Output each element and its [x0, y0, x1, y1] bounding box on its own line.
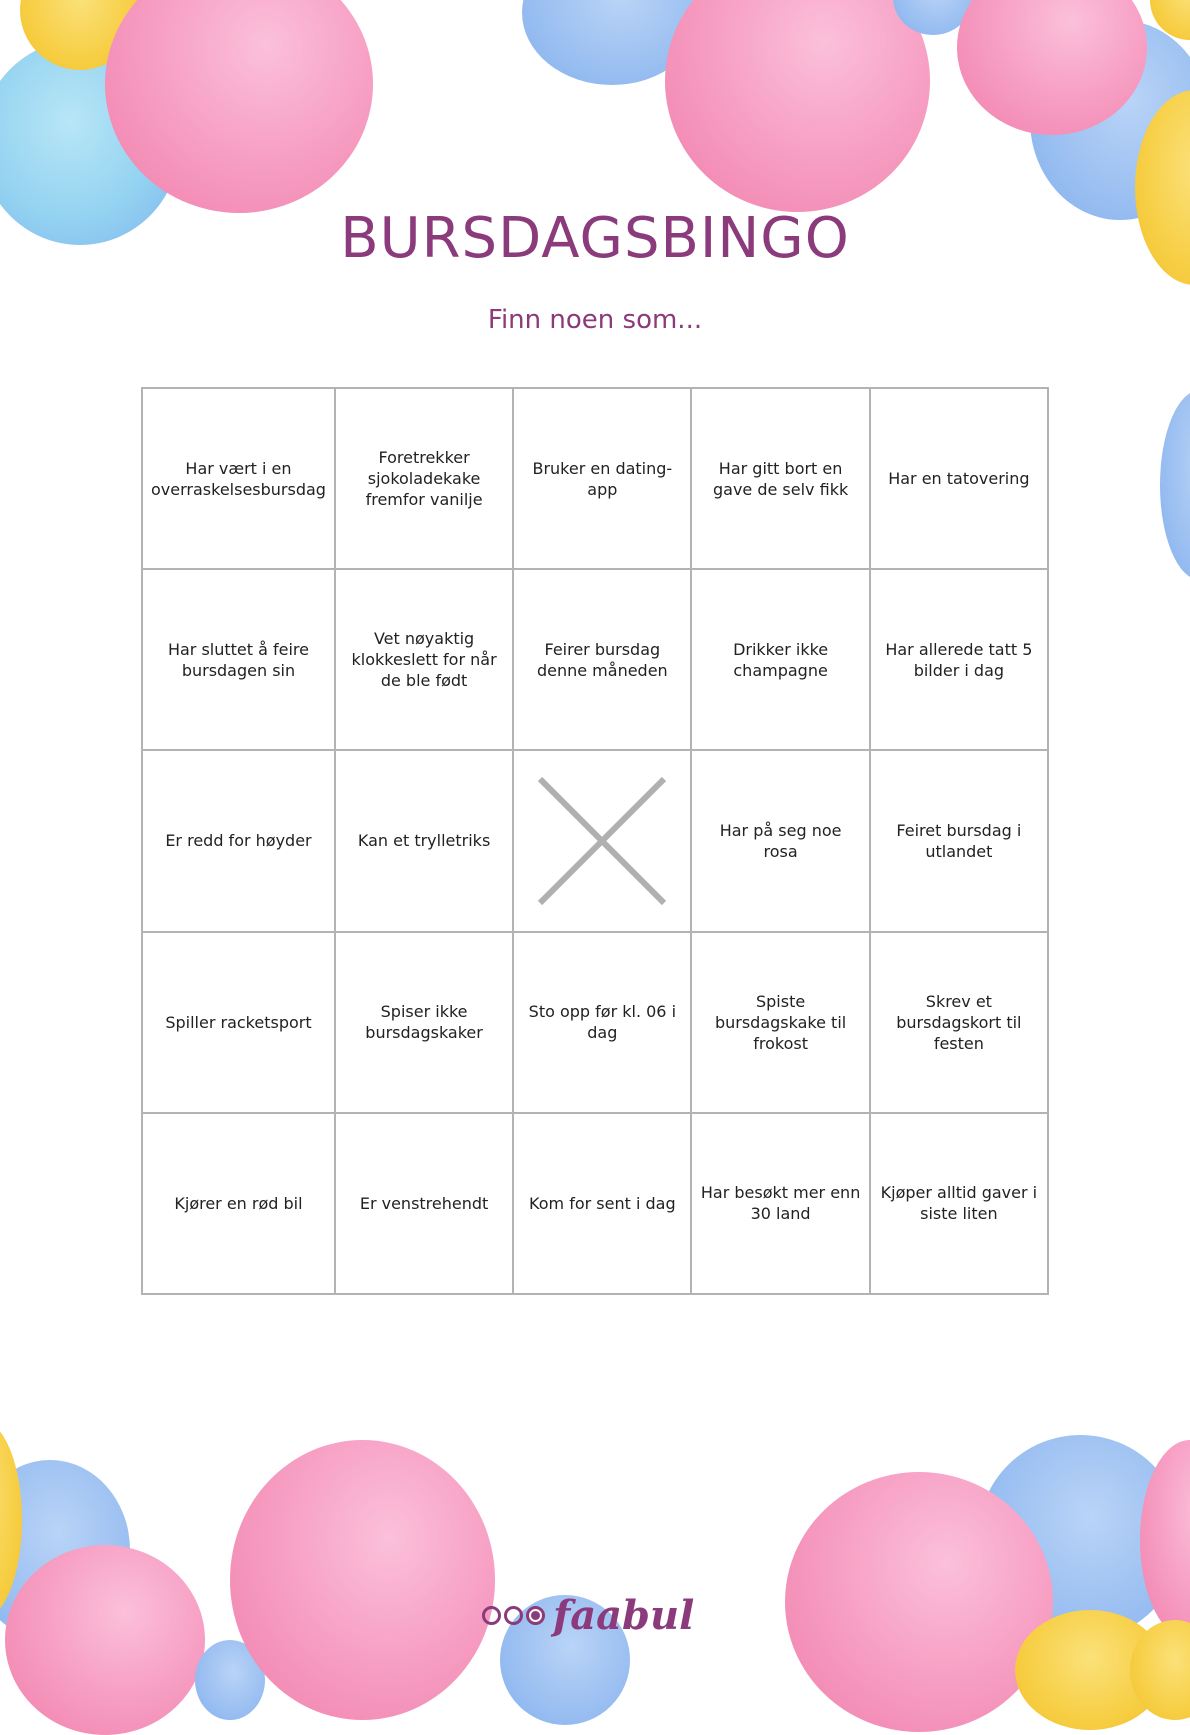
bingo-cell: [142, 1113, 335, 1294]
bingo-cell-label: Feiret bursdag i utlandet: [896, 820, 1022, 861]
bingo-cell-label: Er redd for høyder: [165, 831, 312, 851]
bingo-cell: [335, 388, 513, 569]
bingo-cell: [691, 569, 869, 750]
bingo-cell: [691, 932, 869, 1113]
bingo-cell: [335, 750, 513, 931]
bingo-cell-label: Sto opp før kl. 06 i dag: [528, 1002, 677, 1043]
bingo-cell-label: Har på seg noe rosa: [719, 820, 842, 861]
balloon-decoration: [785, 1472, 1053, 1732]
bingo-cell: [142, 388, 335, 569]
bingo-cell-label: Spiser ikke bursdagskaker: [365, 1002, 483, 1043]
bingo-cell-label: Er venstrehendt: [359, 1193, 489, 1213]
bingo-cell: [691, 750, 869, 931]
bingo-cell: [691, 1113, 869, 1294]
bingo-cell-label: Feirer bursdag denne måneden: [536, 639, 668, 680]
bingo-cell: [335, 932, 513, 1113]
bingo-cell-label: Spiste bursdagskake til frokost: [714, 991, 847, 1053]
bingo-cell-label: Kan et trylletriks: [357, 831, 491, 851]
cross-icon: [532, 771, 672, 911]
bingo-cell-label: Bruker en dating-app: [532, 458, 673, 499]
bingo-cell: [870, 569, 1048, 750]
page-title: BURSDAGSBINGO: [340, 206, 850, 271]
bingo-cell: [870, 932, 1048, 1113]
bingo-cell: [691, 388, 869, 569]
bingo-cell: [870, 388, 1048, 569]
bingo-cell: [513, 932, 691, 1113]
bingo-cell-label: Har gitt bort en gave de selv fikk: [712, 458, 849, 499]
balloon-decoration: [1160, 390, 1190, 580]
logo-rings-icon: [482, 1606, 545, 1625]
bingo-board: [141, 387, 1049, 1295]
bingo-cell: [142, 750, 335, 931]
bingo-free-cell: [513, 750, 691, 931]
bingo-cell: [335, 1113, 513, 1294]
bingo-cell: [870, 750, 1048, 931]
bingo-cell-label: Spiller racketsport: [165, 1012, 312, 1032]
bingo-cell: [142, 932, 335, 1113]
bingo-cell-label: Foretrekker sjokoladekake fremfor vanilje: [365, 448, 483, 510]
balloon-decoration: [230, 1440, 495, 1720]
faabul-logo: [482, 1585, 712, 1645]
bingo-cell-label: Vet nøyaktig klokkeslett for når de ble født: [351, 629, 497, 691]
bingo-cell-label: Drikker ikke champagne: [733, 639, 829, 680]
bingo-cell-label: Har vært i en overraskelsesbursdag: [151, 458, 326, 499]
bingo-cell: [142, 569, 335, 750]
bingo-cell-label: Skrev et bursdagskort til festen: [896, 991, 1022, 1053]
bingo-cell-label: Har en tatovering: [888, 469, 1030, 489]
bingo-cell-label: Har besøkt mer enn 30 land: [700, 1183, 861, 1224]
bingo-cell-label: Kjører en rød bil: [174, 1193, 303, 1213]
balloon-decoration: [5, 1545, 205, 1735]
bingo-cell: [513, 1113, 691, 1294]
brand-name: faabul: [553, 1591, 695, 1639]
bingo-cell-label: Har sluttet å feire bursdagen sin: [167, 639, 309, 680]
bingo-cell: [513, 388, 691, 569]
bingo-cell-label: Kom for sent i dag: [529, 1193, 676, 1213]
bingo-cell-label: Kjøper alltid gaver i siste liten: [880, 1183, 1038, 1224]
bingo-cell: [335, 569, 513, 750]
bingo-cell-label: Har allerede tatt 5 bilder i dag: [885, 639, 1033, 680]
balloon-decoration: [665, 0, 930, 212]
page-subtitle: Finn noen som...: [487, 305, 703, 335]
bingo-cell: [513, 569, 691, 750]
bingo-cell: [870, 1113, 1048, 1294]
